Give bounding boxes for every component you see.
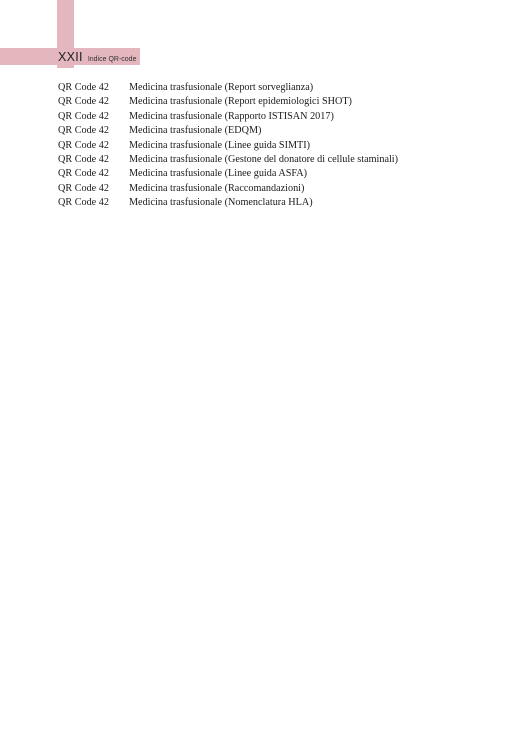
entry-title: Medicina trasfusionale (Report sorveglianza) bbox=[129, 82, 314, 93]
page-number: XXII bbox=[58, 50, 83, 64]
entry-title: Medicina trasfusionale (Nomenclatura HLA) bbox=[129, 197, 313, 209]
entry-title: Medicina trasfusionale (Linee guida SIMTI) bbox=[129, 139, 311, 151]
qr-code-label: QR Code 42 bbox=[58, 139, 109, 151]
list-item bbox=[58, 196, 498, 210]
qr-code-label: QR Code 42 bbox=[58, 197, 109, 209]
entry-title: Medicina trasfusionale (Rapporto ISTISAN 2017) bbox=[129, 110, 334, 122]
section-title: Indice QR-code bbox=[87, 56, 137, 63]
list-item bbox=[58, 167, 498, 181]
qr-code-label: QR Code 42 bbox=[58, 125, 109, 137]
qr-code-label: QR Code 42 bbox=[58, 153, 109, 165]
list-item bbox=[58, 124, 498, 138]
qr-code-label: QR Code 42 bbox=[58, 82, 109, 93]
list-item bbox=[58, 153, 498, 167]
list-item bbox=[58, 139, 498, 153]
qr-code-label: QR Code 42 bbox=[58, 168, 109, 180]
qr-code-label: QR Code 42 bbox=[58, 182, 109, 194]
entry-title: Medicina trasfusionale (EDQM) bbox=[129, 125, 262, 137]
qr-code-index-list bbox=[58, 81, 498, 211]
entry-title: Medicina trasfusionale (Linee guida ASFA) bbox=[129, 168, 308, 180]
list-item bbox=[58, 95, 498, 109]
entry-title: Medicina trasfusionale (Gestone del donatore di cellule staminali) bbox=[129, 153, 399, 165]
qr-code-label: QR Code 42 bbox=[58, 110, 109, 122]
running-head bbox=[58, 50, 136, 64]
list-item bbox=[58, 182, 498, 196]
list-item bbox=[58, 81, 498, 95]
list-item bbox=[58, 110, 498, 124]
entry-title: Medicina trasfusionale (Report epidemiologici SHOT) bbox=[129, 96, 352, 108]
entry-title: Medicina trasfusionale (Raccomandazioni) bbox=[129, 182, 305, 194]
qr-code-label: QR Code 42 bbox=[58, 96, 109, 108]
